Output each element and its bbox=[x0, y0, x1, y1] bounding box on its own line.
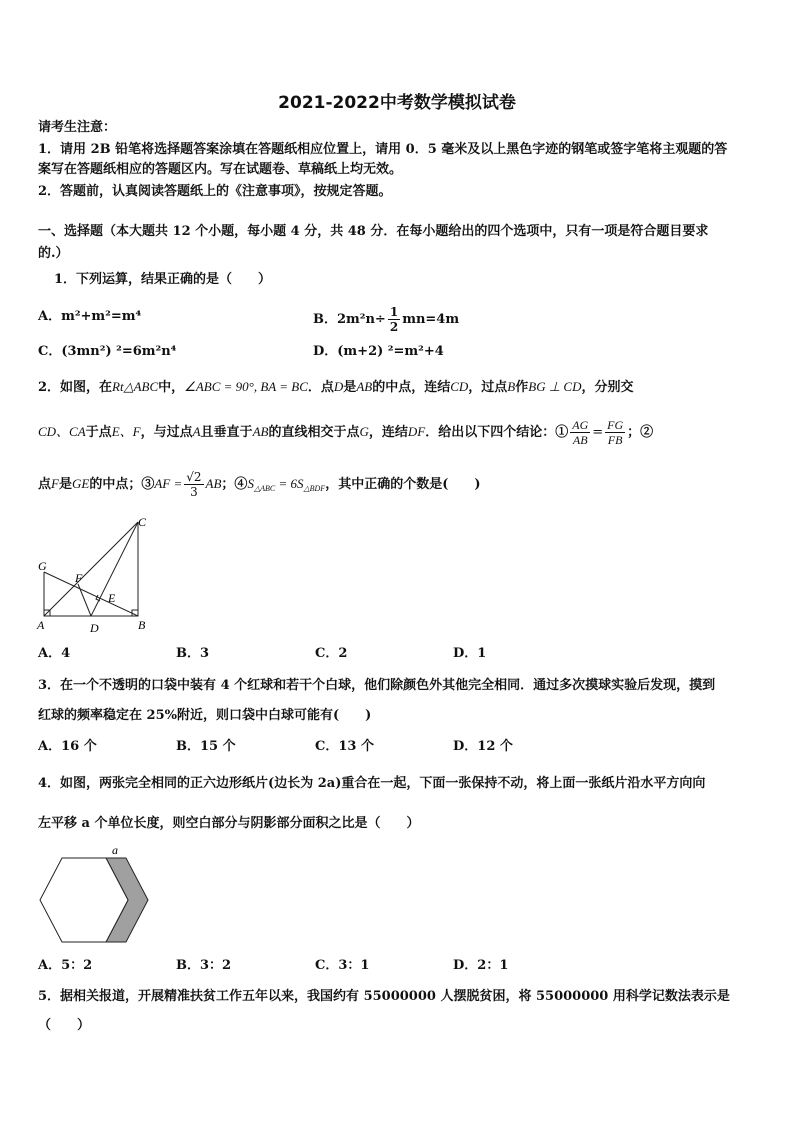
label-e: E bbox=[108, 591, 116, 605]
q2-math: = bbox=[592, 425, 604, 440]
q3-option-c: C．13 个 bbox=[315, 739, 374, 754]
q2-text: 是 bbox=[343, 380, 357, 395]
q2-text: ．点 bbox=[307, 380, 334, 395]
q2-math: D bbox=[333, 379, 344, 394]
frac-num: √2 bbox=[186, 470, 202, 484]
segment-ac bbox=[44, 522, 138, 616]
q5-line-1: 5．据相关报道，开展精准扶贫工作五年以来，我国约有 55000000 人摆脱贫困，将 55000000 用科学记数法表示是 bbox=[38, 989, 730, 1004]
q2-text: 的直线相交于点 bbox=[268, 425, 360, 440]
q2-math: BG ⊥ CD bbox=[528, 379, 582, 394]
q2-math: GE bbox=[71, 476, 90, 491]
q2-fraction-fg-fb bbox=[605, 418, 625, 447]
q2-math: E、F bbox=[111, 424, 141, 439]
q2-text: ，连结 bbox=[368, 425, 408, 440]
q2-math: AB bbox=[252, 424, 269, 439]
q2-math: AF = bbox=[154, 476, 183, 491]
segment-gb bbox=[44, 572, 138, 616]
q3-line-2: 红球的频率稳定在 25%附近，则口袋中白球可能有( ) bbox=[38, 708, 372, 723]
q2-line-2 bbox=[38, 418, 653, 447]
q2-math: A bbox=[192, 424, 201, 439]
q2-line-1 bbox=[38, 376, 634, 399]
label-b: B bbox=[138, 618, 146, 632]
q2-math: ∠ABC = 90°, BA = BC bbox=[184, 379, 308, 394]
q2-math: CD bbox=[450, 379, 469, 394]
label-d: D bbox=[90, 621, 99, 635]
section-1-heading-line-2: 的.） bbox=[38, 246, 69, 261]
q1-b-frac-num: 1 bbox=[389, 305, 399, 319]
q1-option-b-post: mn=4m bbox=[402, 312, 460, 327]
q2-line-3 bbox=[38, 470, 481, 500]
q4-line-2: 左平移 a 个单位长度，则空白部分与阴影部分面积之比是（ ） bbox=[38, 816, 420, 831]
q2-text: ；④ bbox=[221, 477, 248, 492]
frac-num: FG bbox=[607, 418, 624, 432]
q2-math-sub: △ABC bbox=[253, 484, 276, 493]
q2-option-a: A．4 bbox=[38, 646, 71, 661]
notice-heading: 请考生注意： bbox=[38, 120, 117, 135]
q3-option-b: B．15 个 bbox=[176, 739, 236, 754]
label-g: G bbox=[38, 559, 47, 573]
frac-den: AB bbox=[572, 433, 588, 447]
q2-option-c: C．2 bbox=[315, 646, 348, 661]
q2-text: ，其中正确的个数是( ) bbox=[325, 477, 481, 492]
q4-line-1: 4．如图，两张完全相同的正六边形纸片(边长为 2a)重合在一起，下面一张保持不动，将上面一张纸片沿水平方向向 bbox=[38, 776, 706, 791]
q2-math: = 6 bbox=[275, 476, 297, 491]
q2-text: 作 bbox=[515, 380, 529, 395]
q4-option-c: C．3：1 bbox=[315, 958, 370, 973]
q2-math: DF bbox=[407, 424, 426, 439]
q2-text: 且垂直于 bbox=[200, 425, 253, 440]
q2-text: 2．如图，在 bbox=[38, 380, 113, 395]
section-1-heading-line-1: 一、选择题（本大题共 12 个小题，每小题 4 分，共 48 分．在每小题给出的四个选项中，只有一项是符合题目要求 bbox=[38, 224, 709, 239]
q1-option-b-fraction bbox=[388, 305, 400, 334]
q5-line-2: （ ） bbox=[38, 1018, 91, 1033]
page-title: 2021-2022中考数学模拟试卷 bbox=[278, 93, 516, 113]
q2-math-sub: △BDF bbox=[303, 484, 326, 493]
q4-hexagon-figure bbox=[36, 842, 152, 946]
q1-b-frac-den: 2 bbox=[389, 320, 399, 334]
segment-df bbox=[78, 584, 91, 616]
frac-den: FB bbox=[607, 433, 623, 447]
q2-fraction-ag-ab bbox=[570, 418, 590, 447]
notice-item-2: 2．答题前，认真阅读答题纸上的《注意事项》，按规定答题。 bbox=[38, 184, 392, 199]
frac-num: AG bbox=[572, 418, 589, 432]
q2-text: 是 bbox=[58, 477, 72, 492]
q2-text: ，与过点 bbox=[140, 425, 193, 440]
q1-option-d: D．(m+2) ²=m²+4 bbox=[313, 344, 444, 359]
q2-math: Rt△ABC bbox=[112, 379, 159, 394]
q2-math: AB bbox=[205, 476, 222, 491]
q2-text: 的中点，连结 bbox=[372, 380, 451, 395]
q2-math: AB bbox=[356, 379, 373, 394]
label-c: C bbox=[138, 515, 147, 529]
q3-option-d: D．12 个 bbox=[453, 739, 513, 754]
q2-text: 点 bbox=[38, 477, 52, 492]
q2-math: F bbox=[51, 476, 59, 491]
label-f: F bbox=[75, 571, 83, 585]
q2-math: S bbox=[247, 476, 254, 491]
q2-text: ，过点 bbox=[468, 380, 508, 395]
q2-text: ，分别交 bbox=[581, 380, 634, 395]
label-a-length: a bbox=[112, 843, 118, 857]
q2-text: ．给出以下四个结论：① bbox=[425, 425, 569, 440]
notice-item-1-line-2: 案写在答题纸相应的答题区内。写在试题卷、草稿纸上均无效。 bbox=[38, 162, 403, 177]
notice-item-1-line-1: 1．请用 2B 铅笔将选择题答案涂填在答题纸相应位置上，请用 0．5 毫米及以上黑色字迹的钢笔或签字笔将主观题的答 bbox=[38, 142, 728, 157]
q2-option-b: B．3 bbox=[176, 646, 210, 661]
q2-math: G bbox=[359, 424, 369, 439]
q1-option-b-pre: B．2m²n÷ bbox=[313, 312, 386, 327]
q3-option-a: A．16 个 bbox=[38, 739, 97, 754]
q3-line-1: 3．在一个不透明的口袋中装有 4 个红球和若干个白球，他们除颜色外其他完全相同．通过多次摸球实验后发现，摸到 bbox=[38, 678, 716, 693]
q2-math: B bbox=[507, 379, 516, 394]
q2-text: 于点 bbox=[85, 425, 112, 440]
q1-option-b bbox=[313, 305, 459, 334]
q4-option-d: D．2：1 bbox=[453, 958, 509, 973]
q2-math: S bbox=[296, 476, 304, 491]
q2-math: CD、CA bbox=[38, 424, 86, 439]
q2-text: ；② bbox=[627, 425, 654, 440]
label-a: A bbox=[37, 618, 45, 632]
q2-text: 的中点；③ bbox=[89, 477, 155, 492]
q2-text: 中， bbox=[158, 380, 185, 395]
q2-fraction-sqrt2-3 bbox=[184, 470, 203, 499]
q1-option-c: C．(3mn²) ²=6m²n⁴ bbox=[38, 344, 177, 359]
q2-option-d: D．1 bbox=[453, 646, 487, 661]
q1-stem: 1．下列运算，结果正确的是（ ） bbox=[54, 272, 272, 287]
q4-option-a: A．5：2 bbox=[38, 958, 93, 973]
frac-den: 3 bbox=[190, 485, 198, 499]
q4-option-b: B．3：2 bbox=[176, 958, 232, 973]
q1-option-a: A．m²+m²=m⁴ bbox=[38, 309, 142, 324]
q2-triangle-figure bbox=[34, 512, 158, 636]
